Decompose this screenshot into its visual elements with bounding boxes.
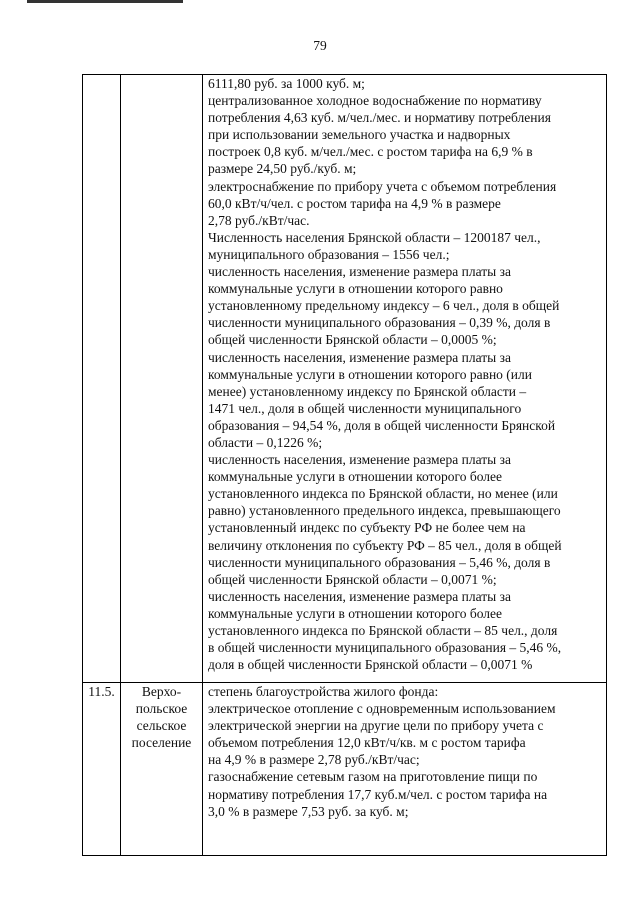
text-line: нормативу потребления 17,7 куб.м/чел. с ростом тарифа на xyxy=(208,786,548,802)
text-line: потребления 4,63 куб. м/чел./мес. и нормативу потребления xyxy=(208,110,551,126)
text-line: численность населения, изменение размера платы за xyxy=(208,588,511,604)
text-line: менее) установленному индексу по Брянской области – xyxy=(208,383,527,399)
text-line: при использовании земельного участка и надворных xyxy=(208,127,511,143)
text-line: численности муниципального образования – 5,46 %, доля в xyxy=(208,554,551,570)
text-line: в общей численности муниципального образования – 5,46 %, xyxy=(208,640,562,656)
page-number: 79 xyxy=(313,38,327,53)
table-row-11-5 xyxy=(83,683,607,856)
text-line: на 4,9 % в размере 2,78 руб./кВт/час; xyxy=(208,752,420,768)
text-line: электрическое отопление с одновременным использованием xyxy=(208,701,556,717)
text-line: 1471 чел., доля в общей численности муниципального xyxy=(208,400,522,416)
text-line: электроснабжение по прибору учета с объемом потребления xyxy=(208,178,557,194)
municipality-name-cell xyxy=(121,75,203,683)
text-line: области – 0,1226 %; xyxy=(208,434,323,450)
text-line: польское xyxy=(135,701,188,717)
text-line: общей численности Брянской области – 0,0005 %; xyxy=(208,332,497,348)
text-line: 6111,80 руб. за 1000 куб. м; xyxy=(208,76,365,91)
text-line: образования – 94,54 %, доля в общей численности Брянской xyxy=(208,417,556,433)
description-text xyxy=(203,683,606,820)
text-line: Численность населения Брянской области – 1200187 чел., xyxy=(208,229,541,245)
row-number-cell: 11.5. xyxy=(83,683,121,856)
row-number-cell xyxy=(83,75,121,683)
text-line: размере 24,50 руб./куб. м; xyxy=(208,161,357,177)
text-line: степень благоустройства жилого фонда: xyxy=(208,684,439,699)
text-line: установленному предельному индексу – 6 чел., доля в общей xyxy=(208,298,560,314)
table-row-continuation xyxy=(83,75,607,683)
text-line: общей численности Брянской области – 0,0071 %; xyxy=(208,571,497,587)
text-line: установленного индекса по Брянской области, но менее (или xyxy=(208,486,558,502)
text-line: коммунальные услуги в отношении которого более xyxy=(208,469,502,485)
text-line: доля в общей численности Брянской области – 0,0071 % xyxy=(208,657,533,673)
text-line: 60,0 кВт/ч/чел. с ростом тарифа на 4,9 % в размере xyxy=(208,195,501,211)
text-line: 3,0 % в размере 7,53 руб. за куб. м; xyxy=(208,803,409,819)
text-line: коммунальные услуги в отношении которого более xyxy=(208,605,502,621)
text-line: сельское xyxy=(136,718,187,734)
text-line: установленный индекс по субъекту РФ не более чем на xyxy=(208,520,526,536)
text-line: равно) установленного предельного индекса, превышающего xyxy=(208,503,561,519)
header-rule xyxy=(27,0,183,3)
description-text xyxy=(203,75,606,673)
text-line: поселение xyxy=(131,735,192,751)
text-line: Верхо- xyxy=(141,684,182,699)
text-line: коммунальные услуги в отношении которого равно xyxy=(208,281,503,297)
text-line: численности муниципального образования – 0,39 %, доля в xyxy=(208,315,551,331)
text-line: численность населения, изменение размера платы за xyxy=(208,264,511,280)
text-line: численность населения, изменение размера платы за xyxy=(208,452,511,468)
text-line: 2,78 руб./кВт/час. xyxy=(208,212,310,228)
text-line: величину отклонения по субъекту РФ – 85 чел., доля в общей xyxy=(208,537,562,553)
tariff-table xyxy=(82,74,607,856)
text-line: объемом потребления 12,0 кВт/ч/кв. м с ростом тарифа xyxy=(208,735,526,751)
description-cell xyxy=(203,683,607,856)
text-line: муниципального образования – 1556 чел.; xyxy=(208,246,450,262)
text-line: газоснабжение сетевым газом на приготовление пищи по xyxy=(208,769,538,785)
text-line: централизованное холодное водоснабжение по нормативу xyxy=(208,93,542,109)
text-line: установленного индекса по Брянской области – 85 чел., доля xyxy=(208,623,558,638)
text-line: электрической энергии на другие цели по прибору учета с xyxy=(208,718,544,734)
text-line: численность населения, изменение размера платы за xyxy=(208,349,511,365)
municipality-name-cell xyxy=(121,683,203,856)
text-line: коммунальные услуги в отношении которого равно (или xyxy=(208,366,532,382)
text-line: построек 0,8 куб. м/чел./мес. с ростом тарифа на 6,9 % в xyxy=(208,144,533,160)
description-cell xyxy=(203,75,607,683)
